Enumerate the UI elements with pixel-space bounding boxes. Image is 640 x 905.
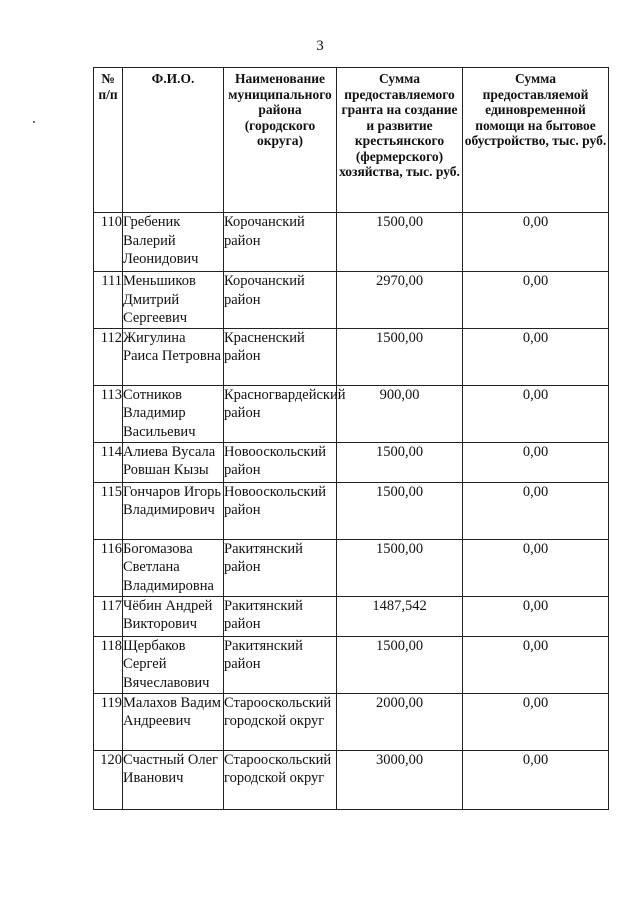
header-num: № п/п (94, 68, 123, 213)
row-number: 118 (94, 636, 123, 693)
row-district: Ракитянский район (224, 539, 337, 596)
row-district: Корочанский район (224, 272, 337, 329)
grants-table (93, 67, 609, 810)
table-row (94, 213, 609, 272)
row-aid: 0,00 (463, 272, 609, 329)
row-number: 119 (94, 693, 123, 750)
scan-speck (33, 121, 35, 123)
row-grant: 2970,00 (337, 272, 463, 329)
row-grant: 1500,00 (337, 442, 463, 482)
table-row (94, 636, 609, 693)
row-grant: 1500,00 (337, 636, 463, 693)
row-fio: Гончаров Игорь Владимирович (123, 482, 224, 539)
row-number: 116 (94, 539, 123, 596)
row-district: Красненский район (224, 328, 337, 385)
row-fio: Алиева Вусала Ровшан Кызы (123, 442, 224, 482)
table-header-row (94, 68, 609, 213)
row-grant: 1500,00 (337, 328, 463, 385)
row-grant: 2000,00 (337, 693, 463, 750)
table-row (94, 385, 609, 442)
row-grant: 900,00 (337, 385, 463, 442)
row-aid: 0,00 (463, 750, 609, 809)
row-aid: 0,00 (463, 213, 609, 272)
table-row (94, 596, 609, 636)
row-fio: Малахов Вадим Андреевич (123, 693, 224, 750)
row-aid: 0,00 (463, 328, 609, 385)
row-aid: 0,00 (463, 693, 609, 750)
row-district: Новооскольский район (224, 442, 337, 482)
row-district: Ракитянский район (224, 596, 337, 636)
row-grant: 1487,542 (337, 596, 463, 636)
row-number: 110 (94, 213, 123, 272)
row-number: 112 (94, 328, 123, 385)
row-number: 111 (94, 272, 123, 329)
row-district: Старооскольский городской округ (224, 693, 337, 750)
page-number: 3 (316, 38, 324, 54)
row-grant: 3000,00 (337, 750, 463, 809)
row-fio: Щербаков Сергей Вячеславович (123, 636, 224, 693)
row-number: 120 (94, 750, 123, 809)
row-fio: Богомазова Светлана Владимировна (123, 539, 224, 596)
table-row (94, 328, 609, 385)
header-district: Наименование муниципального района (городского округа) (224, 68, 337, 213)
table-row (94, 482, 609, 539)
row-aid: 0,00 (463, 636, 609, 693)
row-district: Новооскольский район (224, 482, 337, 539)
row-grant: 1500,00 (337, 213, 463, 272)
table-row (94, 272, 609, 329)
row-fio: Гребеник Валерий Леонидович (123, 213, 224, 272)
row-number: 113 (94, 385, 123, 442)
table-row (94, 693, 609, 750)
header-grant: Сумма предоставляемого гранта на создание и развитие крестьянского (фермерского) хозяйства, тыс. руб. (337, 68, 463, 213)
table-row (94, 750, 609, 809)
row-number: 117 (94, 596, 123, 636)
row-district: Ракитянский район (224, 636, 337, 693)
row-fio: Счастный Олег Иванович (123, 750, 224, 809)
header-aid: Сумма предоставляемой единовременной помощи на бытовое обустройство, тыс. руб. (463, 68, 609, 213)
table-row (94, 539, 609, 596)
row-aid: 0,00 (463, 596, 609, 636)
row-fio: Сотников Владимир Васильевич (123, 385, 224, 442)
row-district: Старооскольский городской округ (224, 750, 337, 809)
header-fio: Ф.И.О. (123, 68, 224, 213)
row-fio: Чёбин Андрей Викторович (123, 596, 224, 636)
row-grant: 1500,00 (337, 539, 463, 596)
row-district: Корочанский район (224, 213, 337, 272)
row-grant: 1500,00 (337, 482, 463, 539)
row-number: 114 (94, 442, 123, 482)
row-number: 115 (94, 482, 123, 539)
row-fio: Меньшиков Дмитрий Сергеевич (123, 272, 224, 329)
row-fio: Жигулина Раиса Петровна (123, 328, 224, 385)
row-aid: 0,00 (463, 442, 609, 482)
row-aid: 0,00 (463, 385, 609, 442)
row-district: Красногвардейский район (224, 385, 337, 442)
row-aid: 0,00 (463, 482, 609, 539)
table-row (94, 442, 609, 482)
row-aid: 0,00 (463, 539, 609, 596)
